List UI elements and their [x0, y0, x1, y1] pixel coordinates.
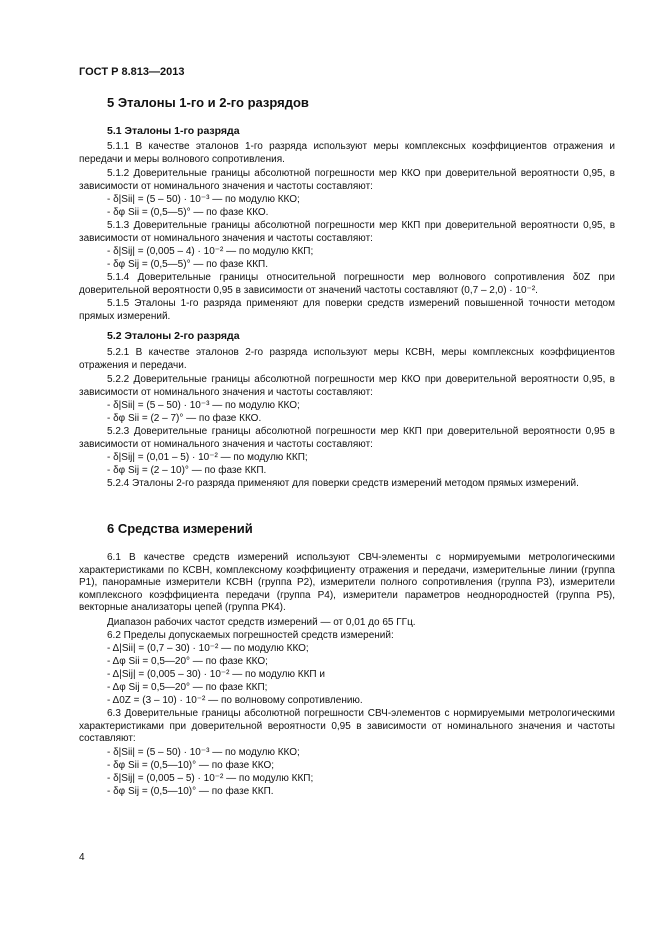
- list-item: - δφ Sii = (2 – 7)° — по фазе ККО.: [107, 413, 262, 424]
- list-item: - δφ Sij = (0,5—10)° — по фазе ККП.: [107, 786, 274, 797]
- paragraph-5-1-4: 5.1.4 Доверительные границы относительной погрешности мер волнового сопротивления δ0Z при доверительной вероятности 0,95 в зависимости от значений частоты составляют (0,7 – 2,0) · 10⁻².: [79, 272, 615, 296]
- list-item: - δ|Sii| = (5 – 50) · 10⁻³ — по модулю ККО;: [107, 400, 300, 411]
- paragraph-5-1-3: 5.1.3 Доверительные границы абсолютной погрешности мер ККП при доверительной вероятности 0,95, в зависимости от номинального значения и частоты составляют:: [79, 220, 615, 244]
- paragraph-5-1-1: 5.1.1 В качестве эталонов 1-го разряда используют меры комплексных коэффициентов отражения и передачи и меры волнового сопротивления.: [79, 141, 615, 165]
- list-item: - Δφ Sij = 0,5—20° — по фазе ККП;: [107, 682, 268, 693]
- paragraph-5-2-1: 5.2.1 В качестве эталонов 2-го разряда используют меры КСВН, меры комплексных коэффициентов отражения и передачи.: [79, 347, 615, 371]
- list-item: - δ|Sij| = (0,005 – 4) · 10⁻² — по модулю ККП;: [107, 246, 314, 257]
- section-5-1-title: 5.1 Эталоны 1-го разряда: [107, 125, 240, 137]
- section-6-title: 6 Средства измерений: [107, 521, 253, 536]
- list-item: - δ|Sii| = (5 – 50) · 10⁻³ — по модулю ККО;: [107, 747, 300, 758]
- list-item: - δ|Sij| = (0,01 – 5) · 10⁻² — по модулю ККП;: [107, 452, 308, 463]
- list-item: - δφ Sii = (0,5—10)° — по фазе ККО;: [107, 760, 275, 771]
- list-item: - δφ Sij = (0,5—5)° — по фазе ККП.: [107, 259, 268, 270]
- list-item: - Δ|Sij| = (0,005 – 30) · 10⁻² — по модулю ККП и: [107, 669, 325, 680]
- list-item: - Δ0Z = (3 – 10) · 10⁻² — по волновому сопротивлению.: [107, 695, 363, 706]
- document-header: ГОСТ Р 8.813—2013: [79, 66, 185, 78]
- section-5-2-title: 5.2 Эталоны 2-го разряда: [107, 330, 240, 342]
- list-item: - Δφ Sii = 0,5—20° — по фазе ККО;: [107, 656, 268, 667]
- paragraph-5-2-4: 5.2.4 Эталоны 2-го разряда применяют для поверки средств измерений методом прямых измерений.: [107, 478, 579, 489]
- paragraph-5-1-2: 5.1.2 Доверительные границы абсолютной погрешности мер ККО при доверительной вероятности 0,95, в зависимости от номинального значения и частоты составляют:: [79, 168, 615, 192]
- list-item: - δ|Sii| = (5 – 50) · 10⁻³ — по модулю ККО;: [107, 194, 300, 205]
- paragraph-6-2: 6.2 Пределы допускаемых погрешностей средств измерений:: [107, 630, 394, 641]
- paragraph-5-2-3: 5.2.3 Доверительные границы абсолютной погрешности мер ККП при доверительной вероятности 0,95 в зависимости от номинального значения и частоты составляют:: [79, 426, 615, 450]
- list-item: - δφ Sii = (0,5—5)° — по фазе ККО.: [107, 207, 269, 218]
- list-item: - Δ|Sii| = (0,7 – 30) · 10⁻² — по модулю ККО;: [107, 643, 309, 654]
- paragraph-6-1: 6.1 В качестве средств измерений используют СВЧ-элементы с нормируемыми метрологическими характеристиками по КСВН, комплексному коэффициенту отражения и передачи, измерительные линии (группа Р1), панорамные измерители КСВН (группа Р2), измерители полного сопротивления (группа Р3), измерители комплексного коэффициента передачи (группа Р4), измерители параметров неоднородностей (группа Р5), векторные анализаторы цепей (группа РК4).: [79, 552, 615, 614]
- paragraph-6-1-range: Диапазон рабочих частот средств измерений — от 0,01 до 65 ГГц.: [107, 617, 416, 628]
- paragraph-5-2-2: 5.2.2 Доверительные границы абсолютной погрешности мер ККО при доверительной вероятности 0,95, в зависимости от номинального значения и частоты составляют:: [79, 374, 615, 398]
- list-item: - δφ Sij = (2 – 10)° — по фазе ККП.: [107, 465, 267, 476]
- paragraph-5-1-5: 5.1.5 Эталоны 1-го разряда применяют для поверки средств измерений повышенной точности методом прямых измерений.: [79, 298, 615, 322]
- paragraph-6-3: 6.3 Доверительные границы абсолютной погрешности СВЧ-элементов с нормируемыми метрологическими характеристиками при доверительной вероятности 0,95 в зависимости от номинального значения и частоты составляют:: [79, 708, 615, 745]
- section-5-title: 5 Эталоны 1-го и 2-го разрядов: [107, 95, 309, 110]
- list-item: - δ|Sij| = (0,005 – 5) · 10⁻² — по модулю ККП;: [107, 773, 314, 784]
- page-number: 4: [79, 852, 85, 863]
